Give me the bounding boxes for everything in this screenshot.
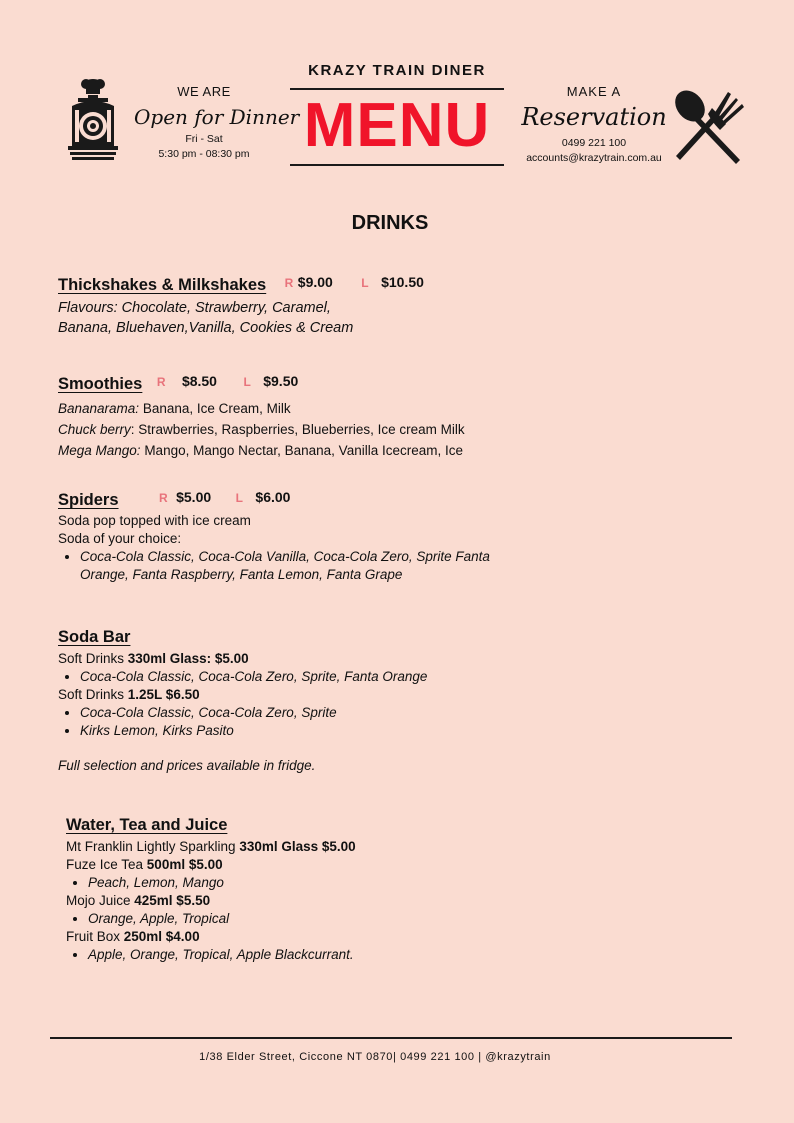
thickshakes-regular-label: R <box>284 276 294 290</box>
page-title: DRINKS <box>351 212 429 234</box>
spiders-desc: Soda pop topped with ice cream <box>58 513 251 528</box>
spiders-large-label: L <box>235 491 243 505</box>
train-icon <box>64 76 122 168</box>
water-mt-franklin: Mt Franklin Lightly Sparkling 330ml Glass $5.00 <box>66 839 356 854</box>
thickshakes-large-label: L <box>361 276 369 290</box>
reservation-email[interactable]: accounts@krazytrain.com.au <box>526 152 662 164</box>
menu-title: MENU <box>303 91 491 160</box>
reservation-phone[interactable]: 0499 221 100 <box>561 137 627 149</box>
fuze-tea-flavours: • Peach, Lemon, Mango <box>88 874 546 892</box>
spiders-options: • Coca-Cola Classic, Coca-Cola Vanilla, Coca-Cola Zero, Sprite Fanta Orange, Fanta Raspberry, Fanta Lemon, Fanta Grape <box>80 548 528 584</box>
water-tea-juice-title: Water, Tea and Juice <box>66 816 228 834</box>
smoothies-large-price: $9.50 <box>263 373 299 389</box>
diner-name: KRAZY TRAIN DINER <box>308 62 486 79</box>
menu-bottom-rule <box>290 164 504 166</box>
thickshakes-flavours-1: Flavours: Chocolate, Strawberry, Caramel, <box>58 300 331 316</box>
footer-contact: 1/38 Elder Street, Ciccone NT 0870| 0499 221 100 | @krazytrain <box>199 1051 551 1063</box>
water-mojo-juice: Mojo Juice 425ml $5.50 <box>66 893 211 908</box>
footer-rule <box>50 1037 732 1039</box>
smoothies-large-label: L <box>243 375 251 389</box>
smoothies-regular-price: $8.50 <box>181 373 217 389</box>
fruit-box-flavours: • Apple, Orange, Tropical, Apple Blackcurrant. <box>88 946 546 964</box>
we-are-label: WE ARE <box>177 84 231 99</box>
soda-330ml-options: • Coca-Cola Classic, Coca-Cola Zero, Sprite, Fanta Orange <box>80 668 538 686</box>
smoothie-item: Chuck berry: Strawberries, Raspberries, Blueberries, Ice cream Milk <box>58 422 465 437</box>
smoothie-item: Bananarama: Banana, Ice Cream, Milk <box>58 401 291 416</box>
soda-125l-options: • Coca-Cola Classic, Coca-Cola Zero, Sprite <box>80 704 538 722</box>
soda-note: Full selection and prices available in fridge. <box>58 758 316 773</box>
open-for-dinner-script: Open for Dinner <box>134 105 300 129</box>
spoon-fork-icon <box>668 86 748 166</box>
spiders-title: Spiders <box>58 491 119 509</box>
make-a-label: MAKE A <box>566 84 622 99</box>
menu-top-rule <box>290 88 504 90</box>
spiders-choice: Soda of your choice: <box>58 531 182 546</box>
smoothies-title: Smoothies <box>58 375 143 393</box>
mojo-juice-flavours: • Orange, Apple, Tropical <box>88 910 546 928</box>
spiders-regular-label: R <box>158 491 168 505</box>
soda-bar-title: Soda Bar <box>58 628 131 646</box>
open-hours: 5:30 pm - 08:30 pm <box>158 148 250 160</box>
soda-kirks-options: • Kirks Lemon, Kirks Pasito <box>80 722 538 740</box>
smoothies-regular-label: R <box>156 375 166 389</box>
thickshakes-large-price: $10.50 <box>381 274 424 290</box>
spiders-regular-price: $5.00 <box>176 489 212 505</box>
thickshakes-flavours-2: Banana, Bluehaven,Vanilla, Cookies & Cream <box>58 320 354 336</box>
soda-125l-line: Soft Drinks 1.25L $6.50 <box>58 687 200 702</box>
thickshakes-title: Thickshakes & Milkshakes <box>58 276 267 294</box>
water-fuze-tea: Fuze Ice Tea 500ml $5.00 <box>66 857 223 872</box>
spiders-large-price: $6.00 <box>255 489 291 505</box>
reservation-script: Reservation <box>521 103 667 131</box>
thickshakes-regular-price: $9.00 <box>297 274 333 290</box>
soda-330ml-line: Soft Drinks 330ml Glass: $5.00 <box>58 651 249 666</box>
water-fruit-box: Fruit Box 250ml $4.00 <box>66 929 200 944</box>
open-days: Fri - Sat <box>185 133 223 145</box>
smoothie-item: Mega Mango: Mango, Mango Nectar, Banana, Vanilla Icecream, Ice <box>58 443 463 458</box>
